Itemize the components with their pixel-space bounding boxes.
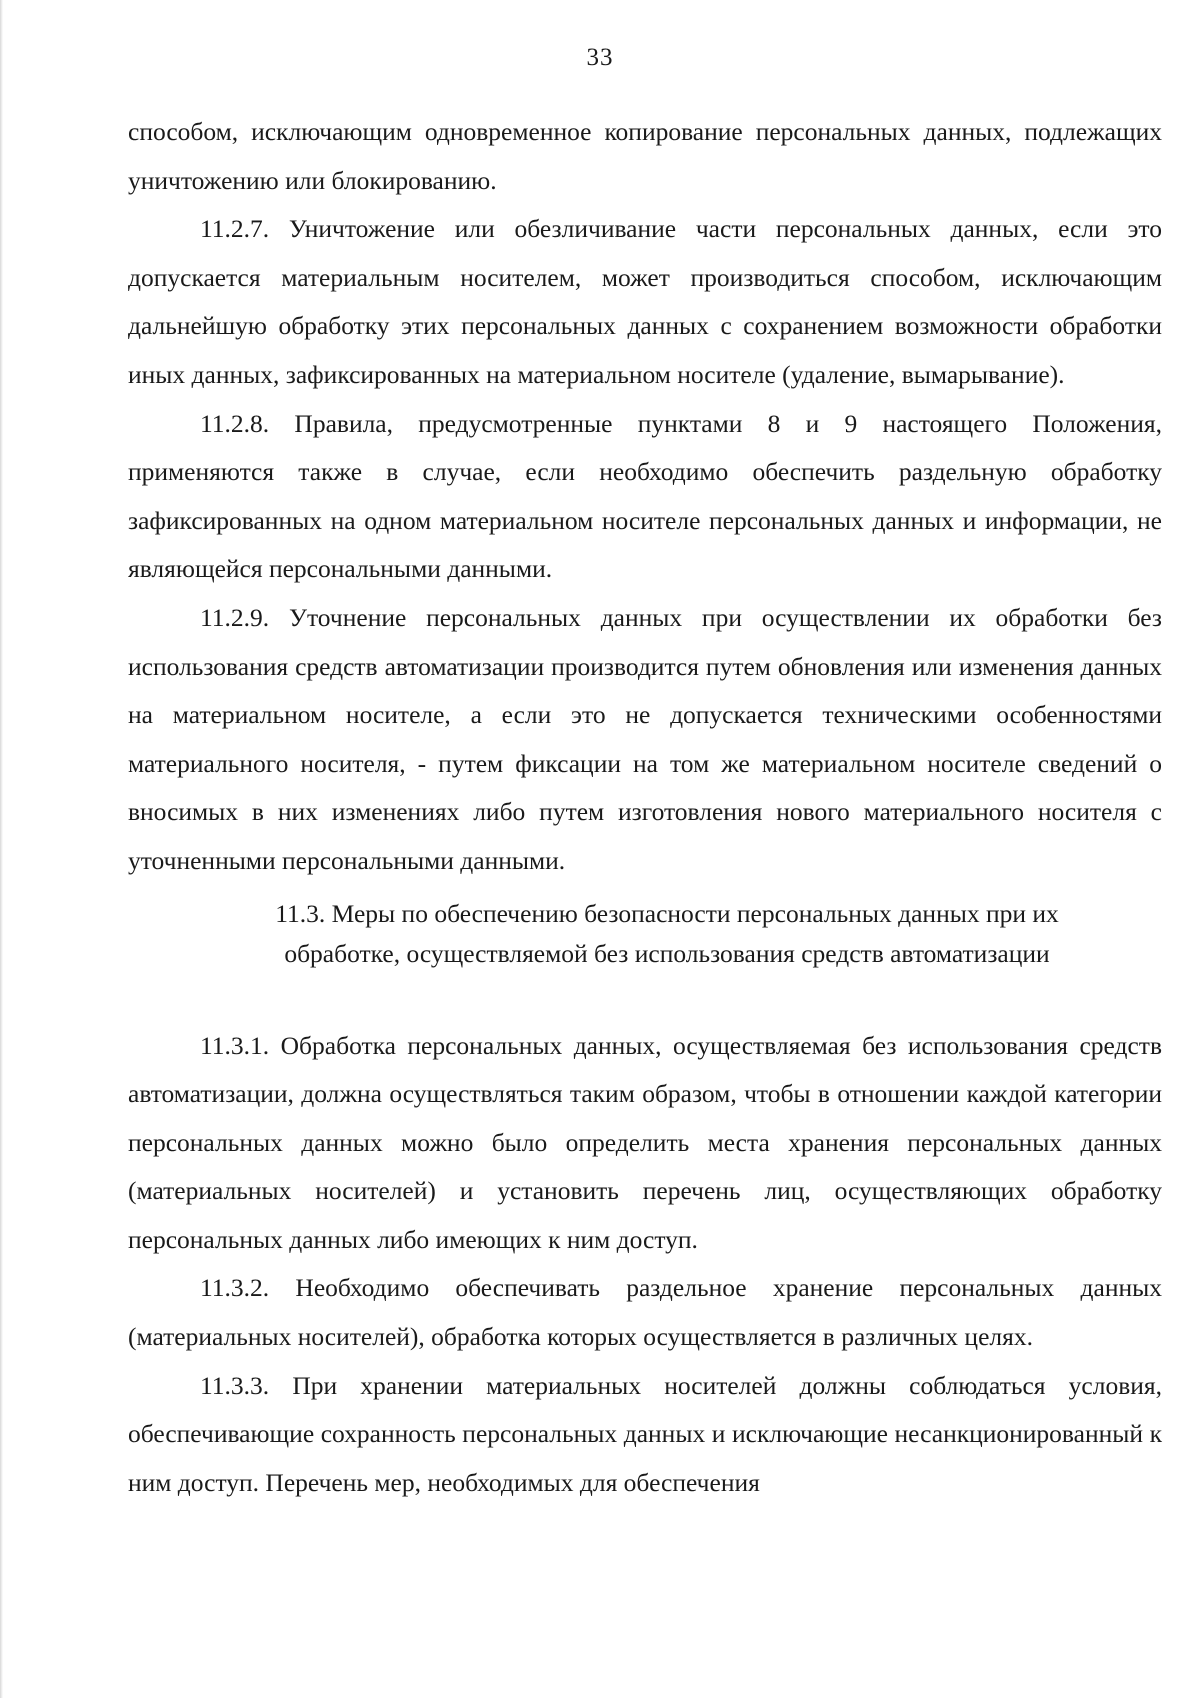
section-heading-line-1: 11.3. Меры по обеспечению безопасности персональных данных при их: [275, 898, 1059, 928]
document-body: [128, 108, 1162, 1507]
section-heading-11-3: [128, 894, 1162, 974]
paragraph-continuation: способом, исключающим одновременное копирование персональных данных, подлежащих уничтожению или блокированию.: [128, 117, 1162, 195]
page-edge: [0, 0, 3, 1698]
paragraph-11-2-7: 11.2.7. Уничтожение или обезличивание части персональных данных, если это допускается материальным носителем, может производиться способом, исключающим дальнейшую обработку этих персональных данных с сохранением возможности обработки иных данных, зафиксированных на материальном носителе (удаление, вымарывание).: [128, 214, 1162, 389]
paragraph-11-2-8: 11.2.8. Правила, предусмотренные пунктами 8 и 9 настоящего Положения, применяются также в случае, если необходимо обеспечить раздельную обработку зафиксированных на одном материальном носителе персональных данных и информации, не являющейся персональными данными.: [128, 408, 1162, 584]
paragraph-11-3-3: 11.3.3. При хранении материальных носителей должны соблюдаться условия, обеспечивающие сохранность персональных данных и исключающие несанкционированный к ним доступ. Перечень мер, необходимых для обеспечения: [128, 1370, 1162, 1497]
section-heading-line-2: обработке, осуществляемой без использования средств автоматизации: [284, 938, 1050, 968]
paragraph-11-2-9: 11.2.9. Уточнение персональных данных при осуществлении их обработки без использования средств автоматизации производится путем обновления или изменения данных на материальном носителе, а если это не допускается техническими особенностями материального носителя, - путем фиксации на том же материальном носителе сведений о вносимых в них изменениях либо путем изготовления нового материального носителя с уточненными персональными данными.: [128, 602, 1162, 875]
page-number: 33: [586, 44, 614, 71]
paragraph-11-3-2: 11.3.2. Необходимо обеспечивать раздельное хранение персональных данных (материальных носителей), обработка которых осуществляется в различных целях.: [128, 1273, 1162, 1352]
paragraph-11-3-1: 11.3.1. Обработка персональных данных, осуществляемая без использования средств автоматизации, должна осуществляться таким образом, чтобы в отношении каждой категории персональных данных можно было определить места хранения персональных данных (материальных носителей) и установить перечень лиц, осуществляющих обработку персональных данных либо имеющих к ним доступ.: [128, 1030, 1162, 1254]
